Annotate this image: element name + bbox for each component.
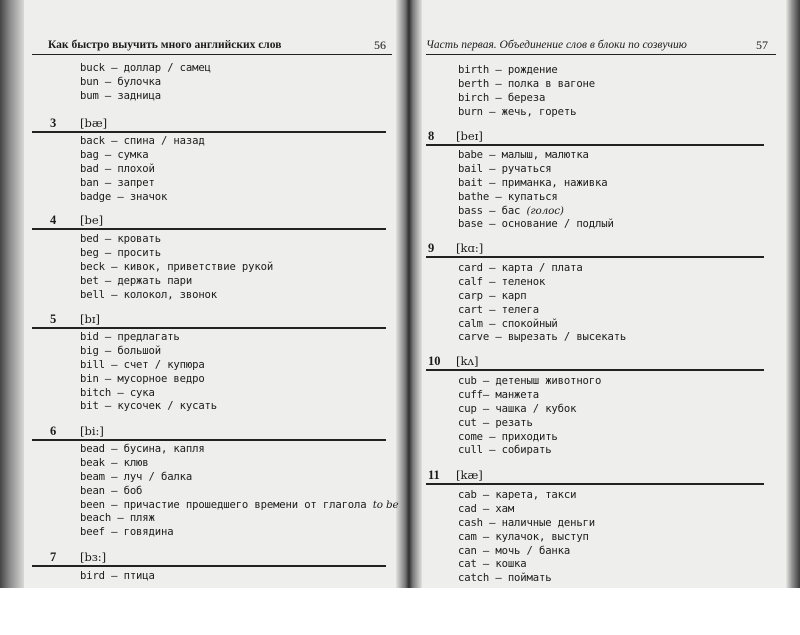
section-number: 4 (50, 213, 57, 227)
word-line: cad — хам (458, 502, 515, 515)
word-line: catch — поймать (458, 572, 552, 585)
section-heading-4 (32, 212, 392, 230)
section-words-6 (32, 443, 399, 540)
word-line: buck — доллар / самец (80, 62, 211, 74)
word-line-with-note (458, 205, 776, 219)
italic-note: (голос) (526, 204, 564, 217)
word-line: bell — колокол, звонок (80, 288, 218, 301)
left-running-head-title: Как быстро выучить много английских слов (48, 39, 282, 51)
section-words-5 (32, 331, 392, 414)
right-running-head-title: Часть первая. Объединение слов в блоки по созвучию (426, 39, 687, 51)
word-line-with-note (80, 498, 399, 513)
word-line: beg — просить (80, 246, 161, 259)
section-number: 10 (428, 354, 441, 368)
word-line: base — основание / подлый (458, 218, 614, 231)
word-line: beach — пляж (80, 512, 155, 525)
word-line-text: bass — бас (458, 204, 521, 217)
word-line: bid — предлагать (80, 331, 180, 343)
section-transcription: [be] (80, 213, 104, 227)
word-line: beck — кивок, приветствие рукой (80, 260, 274, 273)
section-transcription: [bi:] (80, 424, 104, 438)
section-words-3 (32, 135, 392, 204)
section-transcription: [kæ] (456, 468, 483, 482)
word-line-text: been — причастие прошедшего времени от глагола (80, 498, 367, 511)
section-words-10 (426, 375, 776, 458)
section-words-9 (426, 262, 776, 345)
section-heading-8 (426, 128, 776, 146)
section-number: 11 (428, 468, 440, 482)
word-line: calm — спокойный (458, 317, 558, 330)
word-line: carp — карп (458, 289, 527, 302)
section-heading-10 (426, 353, 776, 371)
word-line: ban — запрет (80, 176, 155, 189)
left-page-number: 56 (374, 38, 386, 52)
word-line: cut — резать (458, 416, 533, 429)
word-line: cup — чашка / кубок (458, 402, 577, 415)
section-transcription: [bɪ] (80, 312, 101, 326)
word-line: come — приходить (458, 430, 558, 443)
section-heading-9 (426, 240, 776, 258)
word-line: bitch — сука (80, 386, 155, 399)
section-rule (426, 483, 764, 485)
section-transcription: [kʌ] (456, 354, 479, 368)
word-line: bail — ручаться (458, 162, 552, 175)
section-words-7 (32, 570, 392, 584)
word-line: bean — боб (80, 484, 143, 497)
left-running-head (32, 36, 392, 55)
page-edge-left (0, 0, 24, 588)
section-number: 7 (50, 550, 57, 564)
word-line: berth — полка в вагоне (458, 77, 596, 90)
word-line: bill — счет / купюра (80, 358, 205, 371)
left-intro-block (32, 62, 392, 104)
word-line: beef — говядина (80, 526, 174, 539)
section-heading-3 (32, 115, 392, 133)
section-transcription: [bɜ:] (80, 550, 107, 564)
section-number: 6 (50, 424, 57, 438)
section-number: 8 (428, 129, 435, 143)
section-rule (32, 228, 386, 230)
word-line: cart — телега (458, 303, 539, 316)
section-rule (32, 439, 386, 441)
word-line: cub — детеныш животного (458, 375, 602, 387)
section-rule (32, 131, 386, 133)
word-line: bin — мусорное ведро (80, 372, 205, 385)
section-heading-11 (426, 467, 776, 485)
word-line: cull — собирать (458, 444, 552, 457)
section-heading-7 (32, 549, 392, 567)
right-intro-block (426, 64, 776, 120)
word-line: bag — сумка (80, 148, 149, 161)
word-line: bathe — купаться (458, 190, 558, 203)
word-line: burn — жечь, гореть (458, 105, 577, 118)
word-line: birth — рождение (458, 64, 558, 76)
section-transcription: [beɪ] (456, 129, 483, 143)
word-line: cam — кулачок, выступ (458, 530, 589, 543)
word-line: badge — значок (80, 190, 168, 203)
page-edge-right (786, 0, 800, 588)
section-number: 9 (428, 241, 435, 255)
word-line: bead — бусина, капля (80, 443, 205, 455)
left-page (32, 0, 399, 588)
word-line: card — карта / плата (458, 262, 583, 274)
italic-note: to be (372, 498, 399, 511)
word-line: big — большой (80, 344, 161, 357)
section-words-11 (426, 489, 776, 586)
word-line: beak — клюв (80, 456, 149, 469)
section-heading-6 (32, 423, 392, 441)
right-page (426, 0, 776, 588)
word-line: carve — вырезать / высекать (458, 331, 627, 344)
word-line: bait — приманка, наживка (458, 176, 608, 189)
right-page-number: 57 (756, 38, 768, 52)
word-line: babe — малыш, малютка (458, 149, 589, 161)
section-words-8 (426, 149, 776, 232)
right-running-head (426, 36, 776, 55)
section-transcription: [kɑ:] (456, 241, 484, 255)
word-line: cash — наличные деньги (458, 516, 596, 529)
section-number: 5 (50, 312, 57, 326)
section-transcription: [bæ] (80, 116, 108, 130)
section-rule (426, 144, 764, 146)
section-words-4 (32, 233, 392, 302)
word-line: bad — плохой (80, 162, 155, 175)
word-line: can — мочь / банка (458, 544, 571, 557)
word-line: bum — задница (80, 89, 161, 102)
word-line: bed — кровать (80, 233, 161, 245)
word-line: cat — кошка (458, 558, 527, 571)
word-line: birch — береза (458, 91, 546, 104)
section-heading-5 (32, 311, 392, 329)
word-line: calf — теленок (458, 275, 546, 288)
section-number: 3 (50, 116, 57, 130)
section-rule (426, 369, 764, 371)
word-line: cab — карета, такси (458, 489, 577, 501)
word-line: beam — луч / балка (80, 470, 193, 483)
book-gutter (396, 0, 422, 588)
word-line: bet — держать пари (80, 274, 193, 287)
section-rule (426, 256, 764, 258)
word-line: back — спина / назад (80, 135, 205, 147)
word-line: bit — кусочек / кусать (80, 400, 218, 413)
word-line: bird — птица (80, 570, 155, 582)
section-rule (32, 327, 386, 329)
word-line: bun — булочка (80, 75, 161, 88)
word-line: cuff— манжета (458, 388, 539, 401)
section-rule (32, 565, 386, 567)
